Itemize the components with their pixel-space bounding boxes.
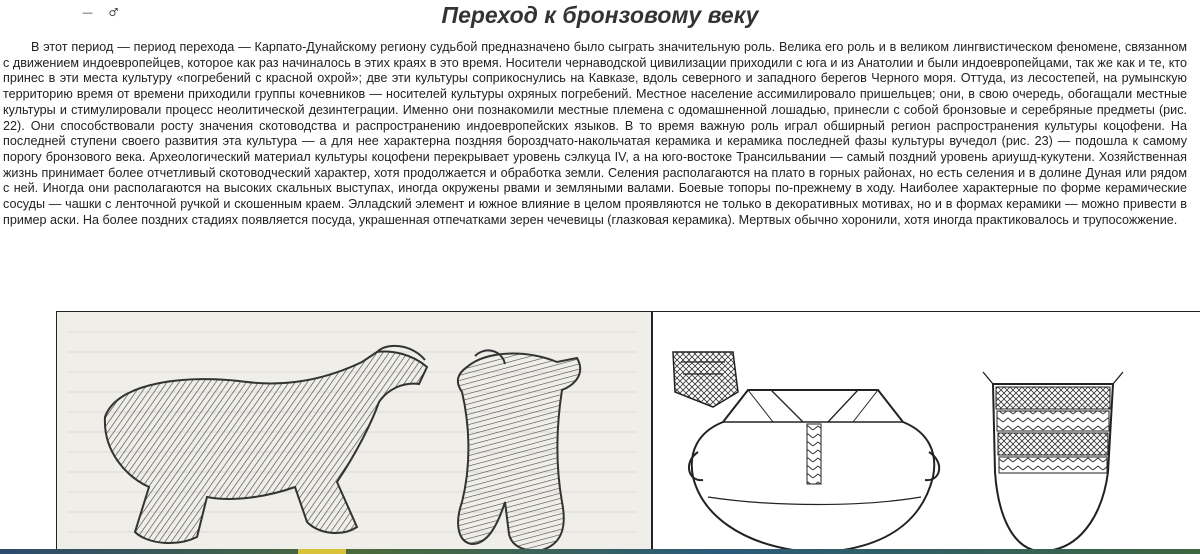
page-title: Переход к бронзовому веку bbox=[441, 2, 759, 28]
vessel-amphora bbox=[689, 390, 939, 550]
article-paragraph: В этот период — период перехода — Карпато-Дунайскому региону судьбой предназначено было сыграть значительную роль. Велика его роль и в великом лингвистическом феномене, связанном с движением индоевропейцев, которое как раз начиналось в этих краях в это время. Носители чернаводской цивилизации приходили с юга и из Анатолии и были индоевропейцами, так же как и те, кто принес в эти места культуру «погребений с красной охрой»; две эти культуры соприкоснулись на Кавказе, вдоль северного и западного берегов Черного моря. Оттуда, из лесостепей, на румынскую территорию время от времени приходили группы кочевников — носителей культуры охряных погребений. Местное население ассимилировало пришельцев; они, в свою очередь, обогащали местные культуры и стимулировали процесс неолитической дезинтеграции. Именно они познакомили местные племена с одомашненной лошадью, принесли с собой бронзовые и серебряные предметы (рис. 22). Они способствовали росту значения скотоводства и распространению индоевропейских языков. В то время важную роль играл обширный регион распространения культуры коцофени. На последней ступени своего развития эта культура — а для нее характерна поздняя бороздчато-накольчатая керамика и керамика последней фазы культуры вучедол (рис. 23) — подошла к самому порогу бронзового века. Археологический материал культуры коцофени перекрывает уровень сэлкуца IV, а на юго-востоке Трансильвании — самый поздний уровень ариушд-кукутени. Хозяйственная жизнь принимает более отчетливый скотоводческий характер, хотя продолжается и обработка земли. Селения располагаются на плато в горных районах, но есть селения и в долине Дуная или рядом с ней. Иногда они располагаются на высоких скальных выступах, иногда окружены рвами и земляными валами. Боевые топоры по-прежнему в ходу. Наиболее характерные по форме керамические сосуды — чашки с ленточной ручкой и скошенным краем. Элладский элемент и южное влияние в целом проявляются не только в декоративных мотивах, но и в формах керамики — можно привести в пример аски. На более поздних стадиях появляется посуда, украшенная отпечатками зерен чечевицы (глазковая керамика). Мертвых обычно хоронили, хотя иногда практиковалось и трупосожжение. bbox=[3, 40, 1187, 227]
animal-figurine-side bbox=[105, 346, 427, 543]
taskbar-accent bbox=[298, 549, 346, 554]
figure-panel bbox=[56, 311, 1200, 554]
pottery-fragment bbox=[673, 352, 738, 407]
figure-clay-animals bbox=[57, 312, 651, 554]
taskbar-strip bbox=[0, 549, 1200, 554]
figure-pottery bbox=[653, 312, 1200, 554]
corner-marks: — ♂ bbox=[82, 6, 125, 19]
vessel-cup bbox=[983, 372, 1123, 550]
animal-figurine-front bbox=[458, 350, 580, 550]
